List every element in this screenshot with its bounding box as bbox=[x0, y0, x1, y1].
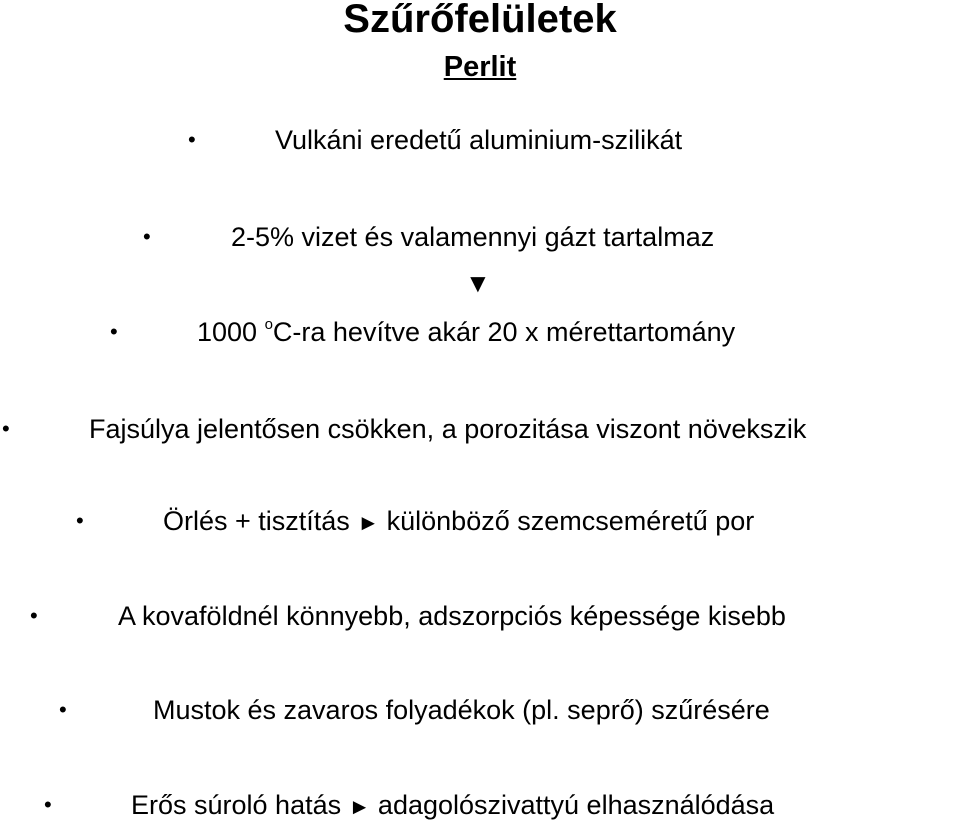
bullet-text-5 bbox=[163, 505, 754, 539]
bullet-marker: • bbox=[76, 508, 84, 533]
page-subtitle: Perlit bbox=[443, 51, 517, 83]
down-arrow-icon: ▼ bbox=[465, 268, 491, 298]
bullet-text-1: Vulkáni eredetű aluminium-szilikát bbox=[275, 125, 683, 155]
bullet-text-5-after: különböző szemcseméretű por bbox=[386, 506, 755, 536]
bullet-text-3 bbox=[197, 316, 735, 348]
bullet-marker: • bbox=[188, 127, 196, 152]
bullet-marker: • bbox=[44, 792, 52, 817]
page-title: Szűrőfelületek bbox=[343, 0, 617, 41]
bullet-text-8-after: adagolószivattyú elhasználódása bbox=[377, 790, 775, 820]
bullet-text-7: Mustok és zavaros folyadékok (pl. seprő) szűrésére bbox=[153, 695, 770, 725]
bullet-marker: • bbox=[143, 224, 151, 249]
bullet-marker: • bbox=[30, 603, 38, 628]
bullet-marker: • bbox=[2, 416, 10, 441]
bullet-text-4: Fajsúlya jelentősen csökken, a porozitása viszont növekszik bbox=[89, 414, 807, 444]
bullet-text-8 bbox=[131, 789, 774, 823]
bullet-marker: • bbox=[110, 319, 118, 344]
right-arrow-icon: ► bbox=[348, 794, 371, 819]
bullet-text-8-before: Erős súroló hatás bbox=[131, 790, 342, 820]
bullet-text-5-before: Örlés + tisztítás bbox=[163, 506, 350, 536]
bullet-text-2: 2-5% vizet és valamennyi gázt tartalmaz bbox=[231, 222, 715, 252]
bullet-marker: • bbox=[59, 697, 67, 722]
right-arrow-icon: ► bbox=[357, 510, 380, 535]
temperature-value: 1000 bbox=[197, 317, 265, 347]
bullet-text-6: A kovaföldnél könnyebb, adszorpciós képessége kisebb bbox=[118, 601, 786, 631]
bullet-text-3-rest: C-ra hevítve akár 20 x mérettartomány bbox=[272, 317, 736, 347]
degree-symbol: o bbox=[264, 316, 273, 333]
